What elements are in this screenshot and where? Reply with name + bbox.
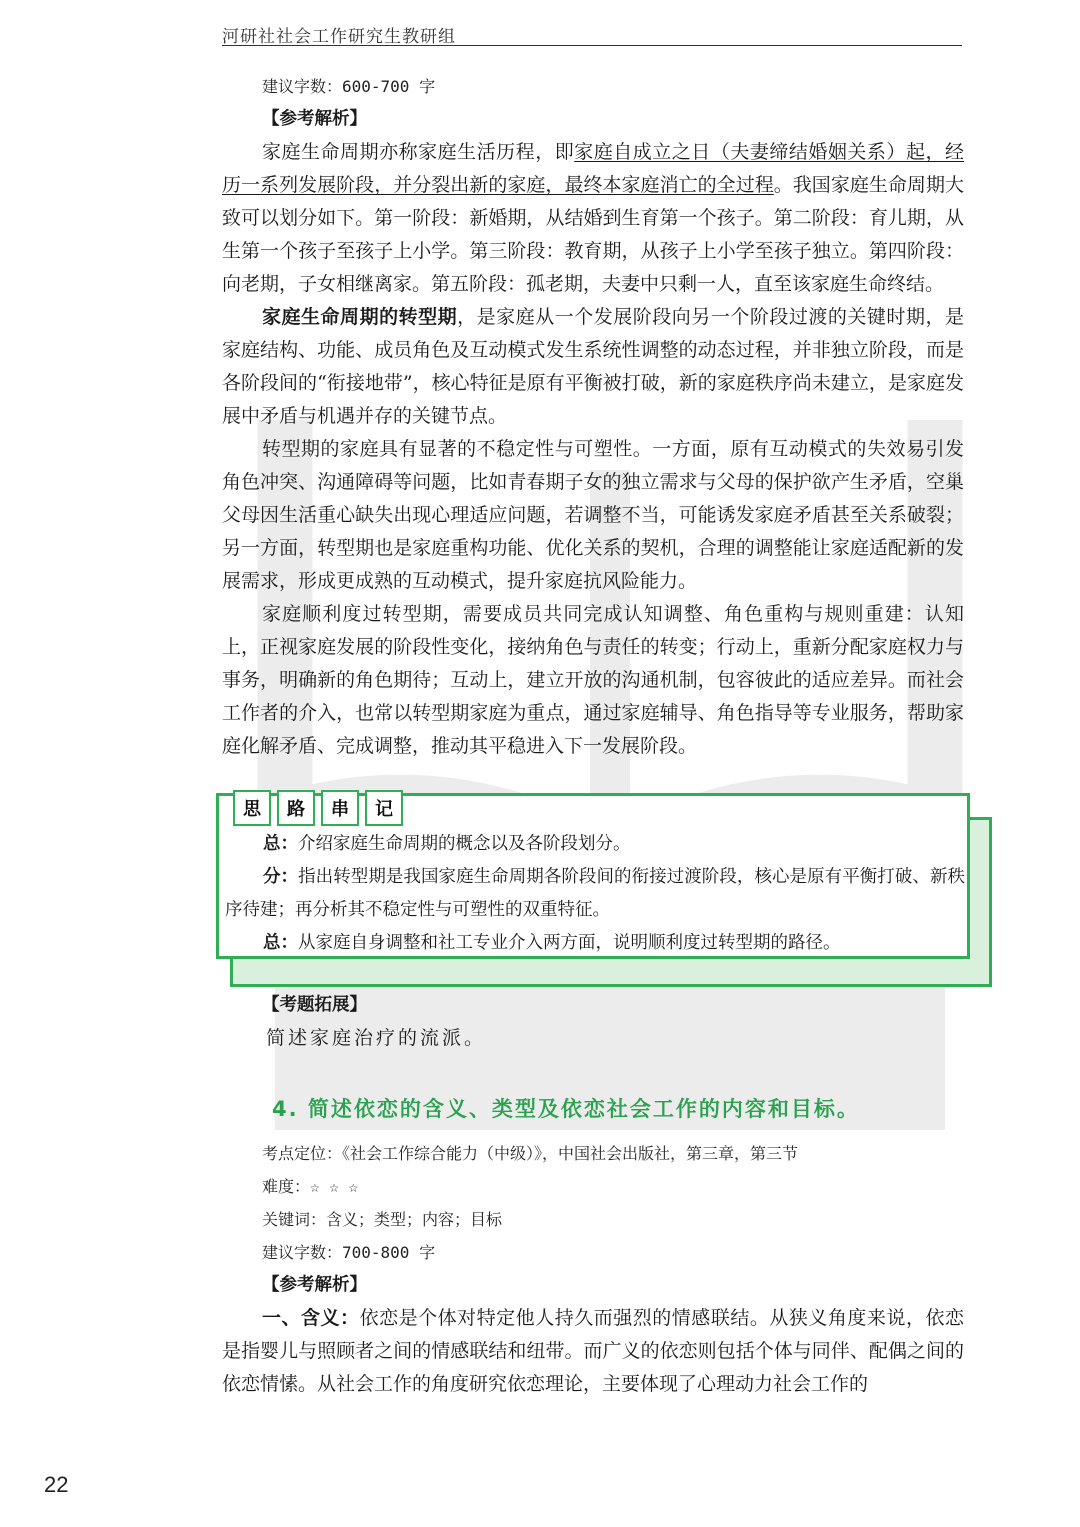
summary-line-3: 总：从家庭自身调整和社工专业介入两方面，说明顺利度过转型期的路径。 <box>263 933 841 953</box>
summary-tab-2: 路 <box>277 790 315 826</box>
summary-tab-3: 串 <box>321 790 359 826</box>
header-rule <box>222 45 962 46</box>
difficulty: 难度：☆ ☆ ☆ <box>262 1177 359 1196</box>
summary-line-1: 总：介绍家庭生命周期的概念以及各阶段划分。 <box>263 834 631 854</box>
analysis-label-q4: 【参考解析】 <box>262 1275 367 1295</box>
exam-source: 考点定位：《社会工作综合能力（中级）》，中国社会出版社，第三章，第三节 <box>262 1144 799 1163</box>
summary-tab-4: 记 <box>365 790 403 826</box>
expansion-question: 简述家庭治疗的流派。 <box>266 1027 487 1049</box>
paragraph-pathway: 家庭顺利度过转型期，需要成员共同完成认知调整、角色重构与规则重建：认知上，正视家庭发展的阶段性变化，接纳角色与责任的转变；行动上，重新分配家庭权力与事务，明确新的角色期待；互动上，建立开放的沟通机制，包容彼此的适应差异。而社会工作者的介入，也常以转型期家庭为重点，通过家庭辅导、角色指导等专业服务，帮助家庭化解矛盾、完成调整，推动其平稳进入下一发展阶段。 <box>222 603 964 757</box>
summary-tab-1: 思 <box>233 790 271 826</box>
page-header: 河研社社会工作研究生教研组 <box>222 27 456 47</box>
paragraph-transition: 家庭生命周期的转型期，是家庭从一个发展阶段向另一个阶段过渡的关键时期，是家庭结构、功能、成员角色及互动模式发生系统性调整的动态过程，并非独立阶段，而是各阶段间的“衔接地带”，核心特征是原有平衡被打破，新的家庭秩序尚未建立，是家庭发展中矛盾与机遇并存的关键节点。 <box>222 306 964 427</box>
summary-panel <box>216 793 970 959</box>
paragraph-attachment-definition: 一、含义：依恋是个体对特定他人持久而强烈的情感联结。从狭义角度来说，依恋是指婴儿与照顾者之间的情感联结和纽带。而广义的依恋则包括个体与同伴、配偶之间的依恋情愫。从社会工作的角度研究依恋理论，主要体现了心理动力社会工作的 <box>222 1307 964 1395</box>
bold-term: 一、含义： <box>262 1307 360 1329</box>
word-count-q4: 建议字数：700-800 字 <box>262 1243 436 1262</box>
analysis-label: 【参考解析】 <box>262 109 367 129</box>
page-content <box>222 70 964 1401</box>
paragraph-instability: 转型期的家庭具有显著的不稳定性与可塑性。一方面，原有互动模式的失效易引发角色冲突、沟通障碍等问题，比如青春期子女的独立需求与父母的保护欲产生矛盾，空巢父母因生活重心缺失出现心理适应问题，若调整不当，可能诱发家庭矛盾甚至关系破裂；另一方面，转型期也是家庭重构功能、优化关系的契机，合理的调整能让家庭适配新的发展需求，形成更成熟的互动模式，提升家庭抗风险能力。 <box>222 438 964 592</box>
keywords: 关键词：含义；类型；内容；目标 <box>262 1210 503 1229</box>
word-count: 建议字数：600-700 字 <box>262 77 436 96</box>
expansion-label: 【考题拓展】 <box>262 995 367 1015</box>
summary-lines <box>225 828 965 960</box>
paragraph-lifecycle: 家庭生命周期亦称家庭生活历程，即家庭自成立之日（夫妻缔结婚姻关系）起，经历一系列发展阶段，并分裂出新的家庭，最终本家庭消亡的全过程。我国家庭生命周期大致可以划分如下。第一阶段：新婚期，从结婚到生育第一个孩子。第二阶段：育儿期，从生第一个孩子至孩子上小学。第三阶段：教育期，从孩子上小学至孩子独立。第四阶段：向老期，子女相继离家。第五阶段：孤老期，夫妻中只剩一人，直至该家庭生命终结。 <box>222 141 964 295</box>
page-number: 22 <box>44 1472 69 1497</box>
summary-tabs <box>233 790 403 826</box>
question-heading: 4. 简述依恋的含义、类型及依恋社会工作的内容和目标。 <box>272 1097 860 1121</box>
bold-term: 家庭生命周期的转型期 <box>262 306 458 328</box>
summary-box <box>216 789 988 989</box>
summary-line-2: 分：指出转型期是我国家庭生命周期各阶段间的衔接过渡阶段，核心是原有平衡打破、新秩序待建；再分析其不稳定性与可塑性的双重特征。 <box>225 867 966 920</box>
underlined-definition: 家庭自成立之日（夫妻缔结婚姻关系）起，经历一系列发展阶段，并分裂出新的家庭，最终本家庭消亡的全过程 <box>222 141 964 196</box>
